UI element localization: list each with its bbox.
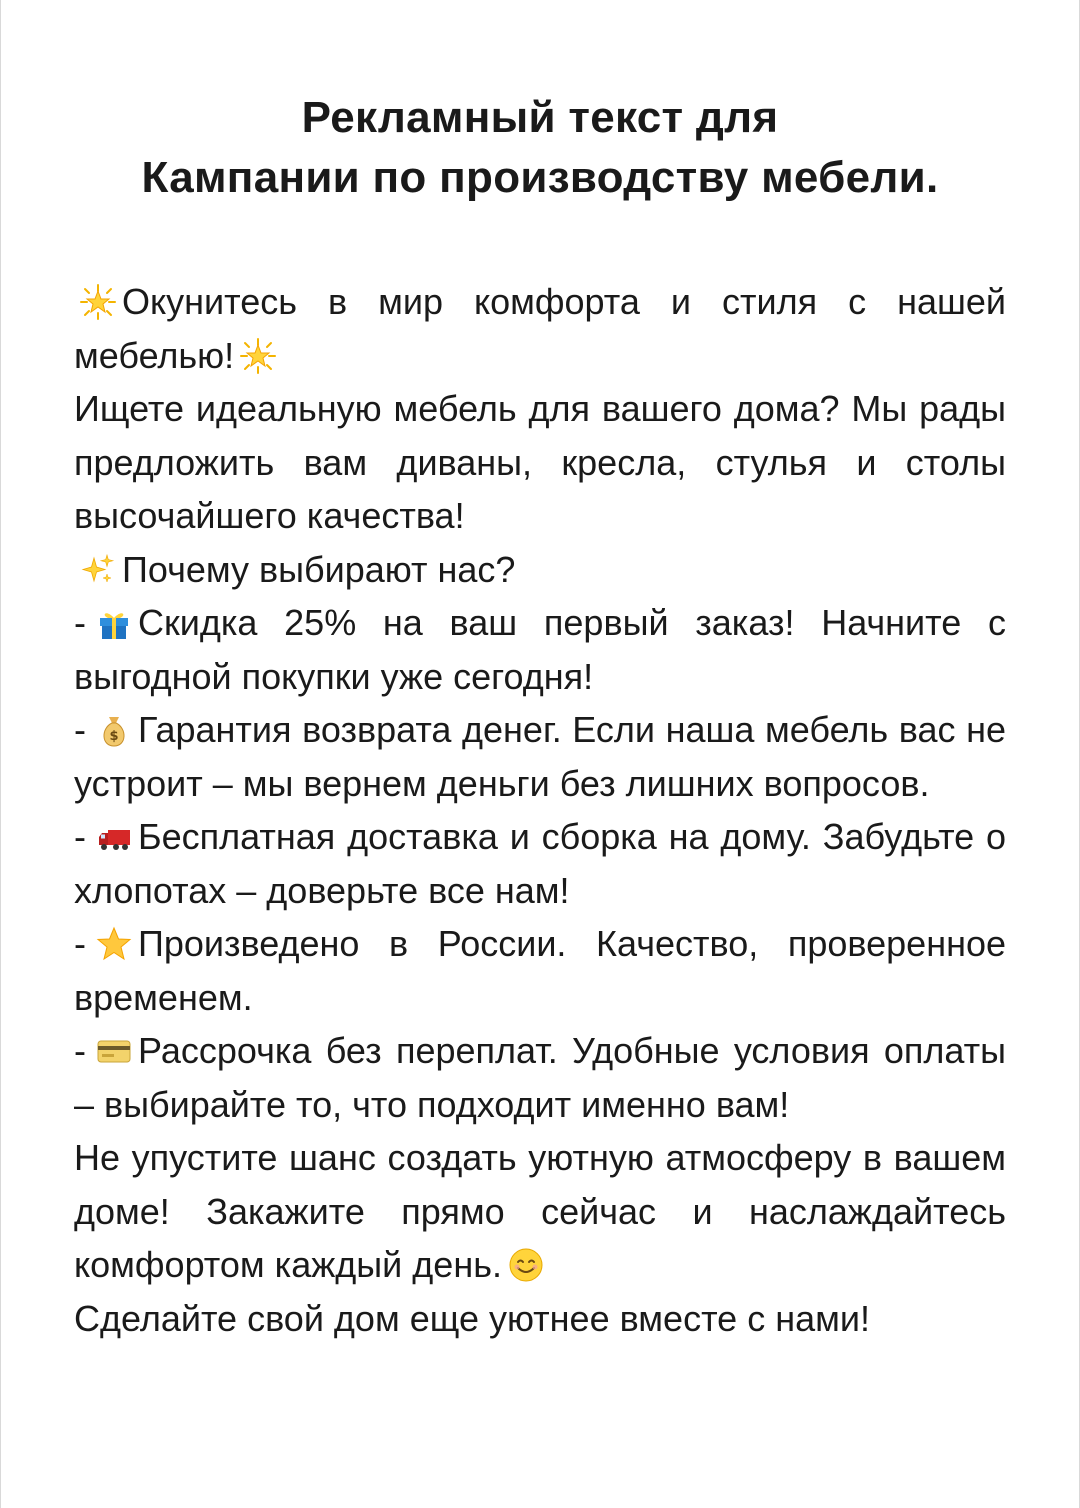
money-bag-icon [96,712,132,748]
discount-text: Скидка 25% на ваш первый заказ! Начните с выгодной покупки уже сегодня! [74,602,1006,697]
made-in-russia-text: Произведено в России. Качество, проверенное временем. [74,923,1006,1018]
glowing-star-icon [240,338,276,374]
why-heading [74,543,1006,597]
page-title [0,88,1080,208]
title-line-2: Кампании по производству мебели. [141,153,939,202]
intro-paragraph [74,275,1006,382]
list-marker: - [74,816,86,857]
why-text: Почему выбирают нас? [122,548,516,590]
svg-text:$: $ [109,729,119,744]
cta-paragraph [74,1131,1006,1292]
list-marker: - [74,1030,86,1071]
star-icon [96,926,132,962]
title-line-1: Рекламный текст для [301,93,779,142]
list-item-delivery [74,810,1006,917]
question-paragraph: Ищете идеальную мебель для вашего дома? Мы рады предложить вам диваны, кресла, стулья и столы высочайшего качества! [74,388,1006,536]
credit-card-icon [96,1033,132,1069]
installment-text: Рассрочка без переплат. Удобные условия оплаты – выбирайте то, что подходит именно вам! [74,1030,1006,1125]
delivery-truck-icon [96,819,132,855]
cta-text: Не упустите шанс создать уютную атмосферу в вашем доме! Закажите прямо сейчас и наслаждайтесь комфортом каждый день. [74,1137,1006,1285]
gift-icon [96,605,132,641]
sparkles-icon [80,552,116,588]
list-marker: - [74,923,86,964]
intro-text: Окунитесь в мир комфорта и стиля с нашей мебелью! [74,281,1006,376]
list-item-made-in-russia [74,917,1006,1024]
delivery-text: Бесплатная доставка и сборка на дому. Забудьте о хлопотах – доверьте все нам! [74,816,1006,911]
list-marker: - [74,602,86,643]
refund-text: Гарантия возврата денег. Если наша мебель вас не устроит – мы вернем деньги без лишних вопросов. [74,709,1006,804]
ad-text-body [74,275,1006,1345]
closing-paragraph: Сделайте свой дом еще уютнее вместе с нами! [74,1297,870,1339]
list-item-discount [74,596,1006,703]
list-marker: - [74,709,86,750]
glowing-star-icon [80,284,116,320]
list-item-refund [74,703,1006,810]
list-item-installment [74,1024,1006,1131]
smiling-face-icon [508,1247,544,1283]
